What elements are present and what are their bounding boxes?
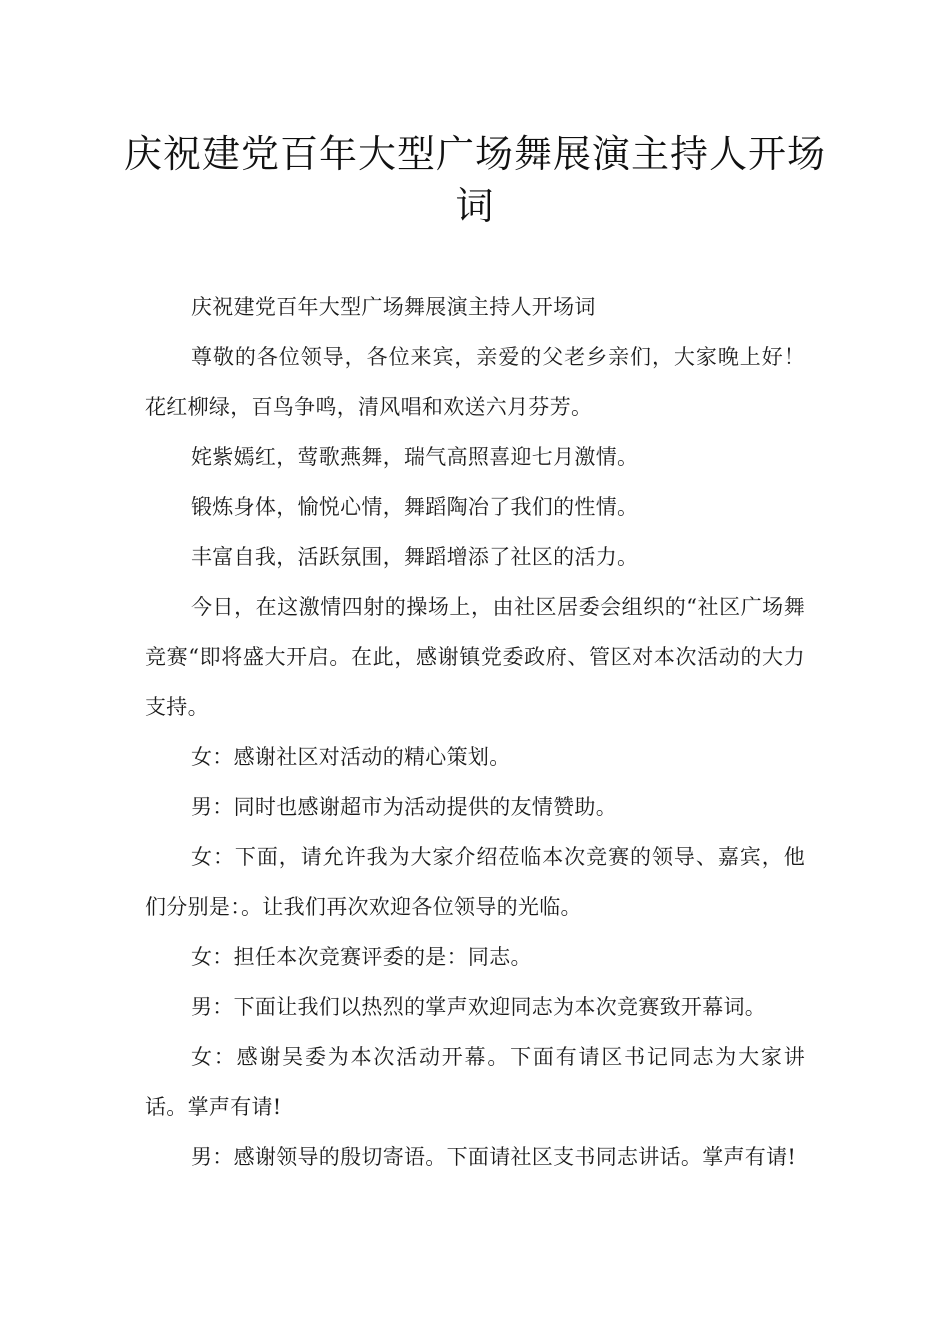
paragraph-greeting: 尊敬的各位领导，各位来宾，亲爱的父老乡亲们，大家晚上好！花红柳绿，百鸟争鸣，清风唱和欢送六月芬芳。 — [145, 345, 805, 419]
paragraph: 女：感谢社区对活动的精心策划。 — [191, 745, 511, 769]
document-body — [145, 282, 805, 1182]
paragraph: 男：感谢领导的殷切寄语。下面请社区支书同志讲话。掌声有请! — [191, 1145, 797, 1169]
paragraph: 锻炼身体，愉悦心情，舞蹈陶冶了我们的性情。 — [191, 495, 639, 519]
paragraph-subtitle: 庆祝建党百年大型广场舞展演主持人开场词 — [191, 295, 596, 319]
paragraph: 女：下面，请允许我为大家介绍莅临本次竞赛的领导、嘉宾，他们分别是：。让我们再次欢迎各位领导的光临。 — [145, 845, 805, 919]
paragraph: 男：同时也感谢超市为活动提供的友情赞助。 — [191, 795, 617, 819]
document-title: 庆祝建党百年大型广场舞展演主持人开场词 — [123, 132, 826, 228]
paragraph: 今日，在这激情四射的操场上，由社区居委会组织的“社区广场舞竞赛“即将盛大开启。在此，感谢镇党委政府、管区对本次活动的大力支持。 — [145, 595, 805, 719]
paragraph: 丰富自我，活跃氛围，舞蹈增添了社区的活力。 — [191, 545, 639, 569]
paragraph: 男：下面让我们以热烈的掌声欢迎同志为本次竞赛致开幕词。 — [191, 995, 767, 1019]
paragraph: 女：感谢吴委为本次活动开幕。下面有请区书记同志为大家讲话。掌声有请! — [145, 1045, 805, 1119]
paragraph: 女：担任本次竞赛评委的是：同志。 — [191, 945, 532, 969]
paragraph: 姹紫嫣红，莺歌燕舞，瑞气高照喜迎七月激情。 — [191, 445, 639, 469]
